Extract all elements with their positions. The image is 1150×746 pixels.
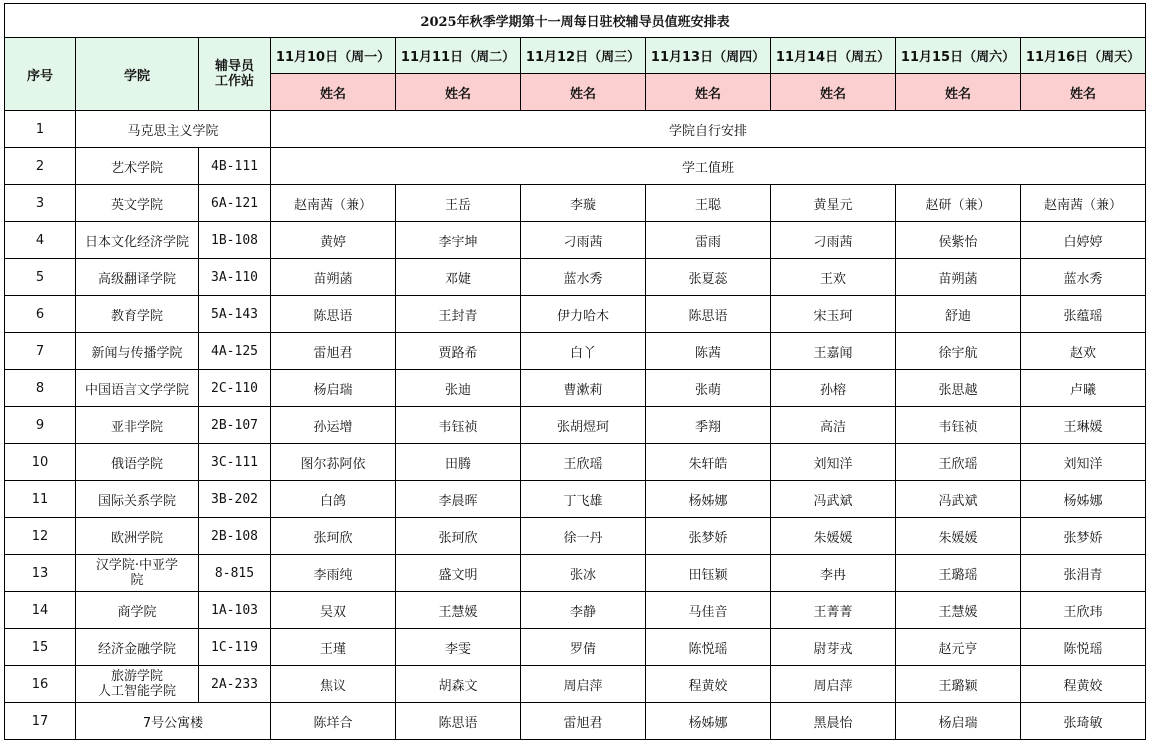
duty-name-cell: 宋玉珂 bbox=[771, 296, 896, 333]
row-station: 4B-111 bbox=[199, 148, 271, 185]
duty-name-cell: 胡森文 bbox=[396, 666, 521, 703]
row-index: 7 bbox=[5, 333, 76, 370]
row-station: 5A-143 bbox=[199, 296, 271, 333]
duty-name-cell: 张蕴瑶 bbox=[1021, 296, 1146, 333]
duty-name-cell: 季翔 bbox=[646, 407, 771, 444]
duty-name-cell: 王慧媛 bbox=[396, 592, 521, 629]
duty-name-cell: 王封青 bbox=[396, 296, 521, 333]
duty-name-cell: 盛文明 bbox=[396, 555, 521, 592]
row-index: 8 bbox=[5, 370, 76, 407]
duty-name-cell: 舒迪 bbox=[896, 296, 1021, 333]
duty-name-cell: 丁飞雄 bbox=[521, 481, 646, 518]
duty-name-cell: 张冰 bbox=[521, 555, 646, 592]
row-college: 日本文化经济学院 bbox=[76, 222, 199, 259]
row-college: 7号公寓楼 bbox=[76, 703, 271, 740]
table-row bbox=[5, 370, 1146, 407]
row-station: 2B-108 bbox=[199, 518, 271, 555]
row-index: 9 bbox=[5, 407, 76, 444]
duty-name-cell: 贾路希 bbox=[396, 333, 521, 370]
row-college: 英文学院 bbox=[76, 185, 199, 222]
duty-name-cell: 高洁 bbox=[771, 407, 896, 444]
row-merged-note: 学工值班 bbox=[271, 148, 1146, 185]
duty-name-cell: 刁雨茜 bbox=[771, 222, 896, 259]
duty-name-cell: 王琳媛 bbox=[1021, 407, 1146, 444]
header-date: 11月11日（周二） bbox=[396, 38, 521, 74]
row-station: 3B-202 bbox=[199, 481, 271, 518]
duty-name-cell: 韦钰祯 bbox=[896, 407, 1021, 444]
duty-name-cell: 伊力哈木 bbox=[521, 296, 646, 333]
row-college: 新闻与传播学院 bbox=[76, 333, 199, 370]
row-station: 4A-125 bbox=[199, 333, 271, 370]
duty-name-cell: 田腾 bbox=[396, 444, 521, 481]
duty-name-cell: 王嘉闻 bbox=[771, 333, 896, 370]
duty-name-cell: 黑晨怡 bbox=[771, 703, 896, 740]
duty-name-cell: 王璐颖 bbox=[896, 666, 1021, 703]
row-college: 教育学院 bbox=[76, 296, 199, 333]
duty-name-cell: 张思越 bbox=[896, 370, 1021, 407]
duty-name-cell: 杨启瑞 bbox=[896, 703, 1021, 740]
duty-name-cell: 杨姊娜 bbox=[646, 481, 771, 518]
table-row bbox=[5, 111, 1146, 148]
row-college-line2: 院 bbox=[130, 573, 144, 588]
duty-name-cell: 张珂欣 bbox=[271, 518, 396, 555]
duty-name-cell: 赵欢 bbox=[1021, 333, 1146, 370]
duty-name-cell: 陈垟合 bbox=[271, 703, 396, 740]
duty-name-cell: 孙运增 bbox=[271, 407, 396, 444]
row-index: 14 bbox=[5, 592, 76, 629]
row-index: 1 bbox=[5, 111, 76, 148]
row-index: 15 bbox=[5, 629, 76, 666]
row-college: 亚非学院 bbox=[76, 407, 199, 444]
duty-name-cell: 周启萍 bbox=[771, 666, 896, 703]
duty-name-cell: 杨启瑞 bbox=[271, 370, 396, 407]
duty-name-cell: 李静 bbox=[521, 592, 646, 629]
duty-name-cell: 田钰颖 bbox=[646, 555, 771, 592]
duty-name-cell: 邓婕 bbox=[396, 259, 521, 296]
row-merged-note: 学院自行安排 bbox=[271, 111, 1146, 148]
row-college: 欧洲学院 bbox=[76, 518, 199, 555]
header-date: 11月13日（周四） bbox=[646, 38, 771, 74]
duty-name-cell: 王欣瑶 bbox=[521, 444, 646, 481]
duty-name-cell: 尉芽戎 bbox=[771, 629, 896, 666]
header-name: 姓名 bbox=[646, 74, 771, 111]
header-station-line2: 工作站 bbox=[214, 74, 254, 89]
duty-name-cell: 白丫 bbox=[521, 333, 646, 370]
duty-name-cell: 刘知洋 bbox=[1021, 444, 1146, 481]
header-station bbox=[199, 38, 271, 111]
table-row bbox=[5, 407, 1146, 444]
header-college: 学院 bbox=[76, 38, 199, 111]
header-name: 姓名 bbox=[271, 74, 396, 111]
duty-name-cell: 赵南茜（兼） bbox=[271, 185, 396, 222]
duty-name-cell: 刁雨茜 bbox=[521, 222, 646, 259]
duty-name-cell: 李冉 bbox=[771, 555, 896, 592]
duty-name-cell: 卢曦 bbox=[1021, 370, 1146, 407]
row-index: 13 bbox=[5, 555, 76, 592]
row-station: 2B-107 bbox=[199, 407, 271, 444]
header-name: 姓名 bbox=[896, 74, 1021, 111]
duty-name-cell: 张胡煜珂 bbox=[521, 407, 646, 444]
row-station: 8-815 bbox=[199, 555, 271, 592]
duty-name-cell: 苗朔菡 bbox=[896, 259, 1021, 296]
row-station: 1A-103 bbox=[199, 592, 271, 629]
duty-name-cell: 雷雨 bbox=[646, 222, 771, 259]
duty-name-cell: 程黄姣 bbox=[1021, 666, 1146, 703]
duty-name-cell: 刘知洋 bbox=[771, 444, 896, 481]
row-college bbox=[76, 666, 199, 703]
duty-name-cell: 赵研（兼） bbox=[896, 185, 1021, 222]
duty-name-cell: 李晨晖 bbox=[396, 481, 521, 518]
row-college: 马克思主义学院 bbox=[76, 111, 271, 148]
row-college: 俄语学院 bbox=[76, 444, 199, 481]
table-row bbox=[5, 444, 1146, 481]
duty-name-cell: 陈悦瑶 bbox=[646, 629, 771, 666]
duty-name-cell: 白婷婷 bbox=[1021, 222, 1146, 259]
duty-schedule-table bbox=[4, 3, 1146, 740]
duty-name-cell: 焦议 bbox=[271, 666, 396, 703]
row-college-line1: 汉学院·中亚学 bbox=[95, 558, 179, 573]
header-index: 序号 bbox=[5, 38, 76, 111]
row-index: 17 bbox=[5, 703, 76, 740]
table-row bbox=[5, 296, 1146, 333]
row-college: 国际关系学院 bbox=[76, 481, 199, 518]
duty-name-cell: 陈茜 bbox=[646, 333, 771, 370]
row-index: 11 bbox=[5, 481, 76, 518]
row-index: 4 bbox=[5, 222, 76, 259]
duty-name-cell: 周启萍 bbox=[521, 666, 646, 703]
row-index: 10 bbox=[5, 444, 76, 481]
duty-name-cell: 陈悦瑶 bbox=[1021, 629, 1146, 666]
duty-name-cell: 李璇 bbox=[521, 185, 646, 222]
header-name: 姓名 bbox=[396, 74, 521, 111]
duty-name-cell: 白鸽 bbox=[271, 481, 396, 518]
row-college: 经济金融学院 bbox=[76, 629, 199, 666]
row-index: 2 bbox=[5, 148, 76, 185]
duty-name-cell: 朱轩皓 bbox=[646, 444, 771, 481]
duty-name-cell: 孙榕 bbox=[771, 370, 896, 407]
header-date: 11月12日（周三） bbox=[521, 38, 646, 74]
duty-name-cell: 冯武斌 bbox=[771, 481, 896, 518]
duty-name-cell: 黄星元 bbox=[771, 185, 896, 222]
table-row bbox=[5, 333, 1146, 370]
duty-name-cell: 赵南茜（兼） bbox=[1021, 185, 1146, 222]
duty-name-cell: 徐一丹 bbox=[521, 518, 646, 555]
header-date: 11月15日（周六） bbox=[896, 38, 1021, 74]
row-college-line1: 旅游学院 bbox=[110, 669, 163, 684]
duty-name-cell: 陈思语 bbox=[271, 296, 396, 333]
table-row bbox=[5, 222, 1146, 259]
duty-name-cell: 徐宇航 bbox=[896, 333, 1021, 370]
duty-name-cell: 王聪 bbox=[646, 185, 771, 222]
duty-name-cell: 曹漱莉 bbox=[521, 370, 646, 407]
duty-name-cell: 黄婷 bbox=[271, 222, 396, 259]
row-college: 高级翻译学院 bbox=[76, 259, 199, 296]
duty-name-cell: 罗倩 bbox=[521, 629, 646, 666]
row-index: 16 bbox=[5, 666, 76, 703]
duty-name-cell: 马佳音 bbox=[646, 592, 771, 629]
row-index: 3 bbox=[5, 185, 76, 222]
duty-name-cell: 王璐瑶 bbox=[896, 555, 1021, 592]
duty-name-cell: 王岳 bbox=[396, 185, 521, 222]
page-title: 2025年秋季学期第十一周每日驻校辅导员值班安排表 bbox=[5, 4, 1146, 38]
header-date: 11月14日（周五） bbox=[771, 38, 896, 74]
duty-name-cell: 张梦娇 bbox=[1021, 518, 1146, 555]
row-college: 商学院 bbox=[76, 592, 199, 629]
duty-name-cell: 雷旭君 bbox=[271, 333, 396, 370]
header-station-line1: 辅导员 bbox=[214, 59, 254, 74]
header-name: 姓名 bbox=[521, 74, 646, 111]
duty-name-cell: 王菁菁 bbox=[771, 592, 896, 629]
header-name: 姓名 bbox=[771, 74, 896, 111]
row-station: 3A-110 bbox=[199, 259, 271, 296]
duty-name-cell: 张涓青 bbox=[1021, 555, 1146, 592]
table-row bbox=[5, 555, 1146, 592]
table-row bbox=[5, 259, 1146, 296]
duty-name-cell: 张珂欣 bbox=[396, 518, 521, 555]
row-college: 艺术学院 bbox=[76, 148, 199, 185]
duty-name-cell: 张萌 bbox=[646, 370, 771, 407]
table-row bbox=[5, 481, 1146, 518]
duty-name-cell: 蓝水秀 bbox=[521, 259, 646, 296]
row-station: 1C-119 bbox=[199, 629, 271, 666]
duty-name-cell: 朱媛媛 bbox=[896, 518, 1021, 555]
row-station: 3C-111 bbox=[199, 444, 271, 481]
row-college: 中国语言文学学院 bbox=[76, 370, 199, 407]
row-college-line2: 人工智能学院 bbox=[97, 684, 176, 699]
duty-name-cell: 王欣玮 bbox=[1021, 592, 1146, 629]
table-row bbox=[5, 148, 1146, 185]
duty-name-cell: 王慧媛 bbox=[896, 592, 1021, 629]
duty-name-cell: 张梦娇 bbox=[646, 518, 771, 555]
row-index: 6 bbox=[5, 296, 76, 333]
duty-name-cell: 李雯 bbox=[396, 629, 521, 666]
table-row bbox=[5, 629, 1146, 666]
duty-name-cell: 冯武斌 bbox=[896, 481, 1021, 518]
duty-name-cell: 张琦敏 bbox=[1021, 703, 1146, 740]
row-station: 2C-110 bbox=[199, 370, 271, 407]
header-date: 11月16日（周天） bbox=[1021, 38, 1146, 74]
row-station: 1B-108 bbox=[199, 222, 271, 259]
duty-name-cell: 雷旭君 bbox=[521, 703, 646, 740]
duty-name-cell: 苗朔菡 bbox=[271, 259, 396, 296]
table-row bbox=[5, 703, 1146, 740]
header-name: 姓名 bbox=[1021, 74, 1146, 111]
table-row bbox=[5, 185, 1146, 222]
row-index: 12 bbox=[5, 518, 76, 555]
duty-name-cell: 李宇坤 bbox=[396, 222, 521, 259]
duty-name-cell: 张迪 bbox=[396, 370, 521, 407]
duty-name-cell: 赵元亨 bbox=[896, 629, 1021, 666]
duty-name-cell: 吴双 bbox=[271, 592, 396, 629]
duty-name-cell: 杨姊娜 bbox=[646, 703, 771, 740]
duty-name-cell: 程黄姣 bbox=[646, 666, 771, 703]
duty-name-cell: 王欣瑶 bbox=[896, 444, 1021, 481]
duty-name-cell: 王欢 bbox=[771, 259, 896, 296]
duty-name-cell: 韦钰祯 bbox=[396, 407, 521, 444]
duty-name-cell: 朱媛媛 bbox=[771, 518, 896, 555]
row-college bbox=[76, 555, 199, 592]
table-row bbox=[5, 592, 1146, 629]
row-station: 2A-233 bbox=[199, 666, 271, 703]
duty-name-cell: 张夏蕊 bbox=[646, 259, 771, 296]
duty-name-cell: 侯紫怡 bbox=[896, 222, 1021, 259]
header-date: 11月10日（周一） bbox=[271, 38, 396, 74]
duty-name-cell: 杨姊娜 bbox=[1021, 481, 1146, 518]
duty-name-cell: 图尔荪阿依 bbox=[271, 444, 396, 481]
row-station: 6A-121 bbox=[199, 185, 271, 222]
duty-name-cell: 陈思语 bbox=[646, 296, 771, 333]
duty-name-cell: 王瑾 bbox=[271, 629, 396, 666]
table-row bbox=[5, 518, 1146, 555]
duty-name-cell: 李雨纯 bbox=[271, 555, 396, 592]
row-index: 5 bbox=[5, 259, 76, 296]
duty-name-cell: 蓝水秀 bbox=[1021, 259, 1146, 296]
duty-name-cell: 陈思语 bbox=[396, 703, 521, 740]
table-row bbox=[5, 666, 1146, 703]
